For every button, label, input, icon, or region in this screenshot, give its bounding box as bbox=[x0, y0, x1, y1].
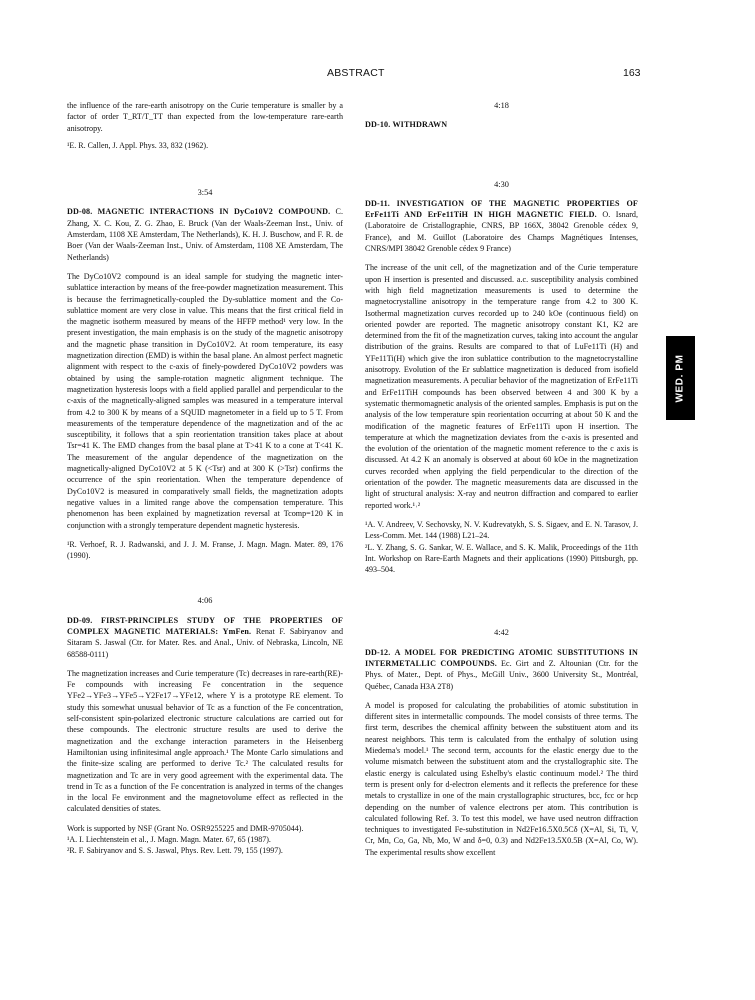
abstract-authors: C. Zhang, X. C. Kou, Z. G. Zhao, E. Bruck (Van der Waals-Zeeman Inst., Univ. of Amsterdam, 1108 XE Amsterdam, The Netherlands), K. H. J. Buschow, and F. R. de Boer (Van der Waals-Zeeman Inst., Univ. of Amsterdam, 1108 XE Amsterdam, The Netherlands) bbox=[67, 207, 343, 262]
reference: ²R. F. Sabiryanov and S. S. Jaswal, Phys. Rev. Lett. 79, 155 (1997). bbox=[67, 846, 283, 856]
section-side-tab bbox=[666, 336, 695, 420]
abstract-title: WITHDRAWN bbox=[392, 120, 448, 130]
session-time: 3:54 bbox=[197, 188, 213, 198]
abstract-id: DD-12. bbox=[365, 647, 391, 657]
reference: ¹A. I. Liechtenstein et al., J. Magn. Magn. Mater. 67, 65 (1987). bbox=[67, 835, 271, 845]
side-tab-label: WED. PM bbox=[675, 353, 686, 403]
abstract-authors: Ec. Girt and Z. Altounian (Ctr. for the Phys. of Mater., Dept. of Phys., McGill Univ., 3600 University St., Montréal, Québec, Canada H3A 2T8) bbox=[365, 658, 639, 691]
abstract-id: DD-10. bbox=[365, 120, 391, 130]
abstract-id: DD-09. bbox=[67, 615, 93, 625]
reference: ¹A. V. Andreev, V. Sechovsky, N. V. Kudrevatykh, S. S. Sigaev, and E. N. Tarasov, J. Less-Comm. Met. 144 (1988) L21–24. bbox=[365, 519, 638, 541]
reference: ¹R. Verhoef, R. J. Radwanski, and J. J. M. Franse, J. Magn. Magn. Mater. 89, 176 (1990). bbox=[67, 539, 343, 561]
session-time: 4:18 bbox=[494, 101, 509, 110]
continuation-text: the influence of the rare-earth anisotropy on the Curie temperature is smaller by a factor of order T_RT/T_TT than expected from the low-temperature rare-earth anisotropy. bbox=[67, 101, 343, 133]
acknowledgment: Work is supported by NSF (Grant No. OSR9255225 and DMR-9705044). bbox=[67, 823, 304, 833]
abstract-body: The DyCo10V2 compound is an ideal sample for studying the magnetic inter-sublattice interaction by means of the free-powder magnetization measurement. This is because the ferrimagnetically-coupled the Dy-sublattice moment and the Co-sublattice moment are very close in value. This means that the first critical field in the magnetic isotherm measured by means of the HFFP method¹ very low. In the present investigation, the main emphasis is on the study of the magnetic anisotropy and the magnetic phase transition in DyCo10V2. At room temperature, its easy magnetization direction (EMD) is within the basal plane. An almost perfect magnetic alignment with respect to the c-axis of finely-powdered DyCo10V2 powders was obtained by using the sample-rotation magnetic alignment technique. The magnetization hysteresis loops with a field applied parallel and perpendicular to the c-axis of the magnetically-aligned samples was measured in a temperature interval from 4.2 to 300 K by means of a SQUID magnetometer in a field up to 5 T. From measurements of the temperature dependence of the magnetization and of the ac susceptibility, it follows that a spin reorientation transition takes place at about Tsr=41 K. The EMD changes from the basal plane at T>41 K to a cone at T<41 K. The measurement of the angular dependence of the magnetization on the magnetically-aligned DyCo10V2 at 5 K (<Tsr) and at 300 K (>Tsr) confirms the occurrence of the spin reorientation. When the temperature dependence of DyCo10V2 is measured in comparatively small fields, the magnetization adopts negative values in a limited range above the compensation temperature. This phenomenon has been explained by magnetization reversal at Tcomp=120 K in conjunction with a strongly temperature dependent magnetic hysteresis. bbox=[67, 271, 343, 530]
left-column bbox=[67, 100, 343, 857]
session-time: 4:30 bbox=[494, 179, 509, 189]
abstract-dd-12 bbox=[365, 647, 638, 858]
abstract-title: INVESTIGATION OF THE MAGNETIC PROPERTIES OF ErFe11Ti AND ErFe11TiH IN HIGH MAGNETIC FIELD. bbox=[365, 198, 638, 220]
abstract-body: The increase of the unit cell, of the magnetization and of the Curie temperature upon H insertion is presented and discussed. a.c. susceptibility analysis combined with high field magnetization measurements is used to determine the magnetocrystalline anisotropy in the temperature range from 4.2 to 300 K. Isothermal magnetization curves recorded up to 240 kOe (continuous field) on oriented powder are reported. The magnetic anisotropy constant K1, K2 are determined from the fit of the magnetization curves, taking into account the angular distribution of the grains. Results are compared to that of LuFe11Ti (H) and YFe11Ti(H) which give the iron sublattice contribution to the magnetocrystalline anisotropy. Evolution of the Er sublattice magnetization is deduced from isofield magnetization measurements. A peculiar behavior of the magnetization of ErFe11Ti and ErFe11TiH compounds has been observed between 4 and 300 K by a systematic thermomagnetic analysis of the oriented samples. Emphasis is put on the analysis of the low temperature spin reorientation occurring at about 50 K and the modification of the magnetic features of ErFe11Ti upon H insertion. The temperature at which the magnetization deviates from the c-axis is presented and the evolution of the orientation of the magnetic moment reference to the c axis is discussed. At 4.2 K an anomaly is observed at about 60 kOe in the magnetization curves recorded when applying the field perpendicular to the direction of the orientation of the powder. The magnetic measurements data are discussed in the light of structural analysis: X-ray and neutron diffraction and compared to earlier reported work.¹˒² bbox=[365, 263, 638, 510]
abstract-body: A model is proposed for calculating the probabilities of atomic substitution in different sites in intermetallic compounds. The model consists of three terms. The first term, describes the chemical affinity between the substituent atom and its nearest neighbors. This term is calculated from the enthalpy of solution using Miedema's model.¹ The second term, accounts for the elastic energy due to the volume mismatch between the substituent atom and the crystallographic site. The elastic energy is calculated using Eshelby's elastic continuum model.² The third term is present only for d-electron elements and it reflects the preference for these metals to crystallize in one of the main crystallographic structures, bcc, fcc or hcp depending on the number of valence electrons per atom. This contribution is calculated following Ref. 3. To test this model, we have used neutron diffraction techniques to investigated Fe-substitution in Nd2Fe16.5X0.5Cδ (X=Al, Si, Ti, V, Cr, Mn, Co, Ga, Nb, Mo, W and δ=0, 0.3) and Nd2Fe13.5X0.5B (X=Al, Co, W). The experimental results show excellent bbox=[365, 700, 638, 857]
abstract-dd-11 bbox=[365, 198, 638, 576]
abstract-title: MAGNETIC INTERACTIONS IN DyCo10V2 COMPOUND. bbox=[97, 207, 331, 217]
abstract-body: The magnetization increases and Curie temperature (Tc) decreases in rare-earth(RE)-Fe compounds with increasing Fe concentration in the sequence YFe2→YFe3→YFe5→Y2Fe17→YFe12, where Y is a prototype RE element. To study this somewhat unusual behavior of Tc as a function of the Fe concentration, self-consistent spin-polarized electronic structure calculations are carried out for these compounds. The electronic structure results are used to derive the magnetization and the exchange interaction parameters in the Heisenberg Hamiltonian using infinitesimal angle approach.¹ The Monte Carlo simulations and the finite-size scaling are performed to derive Tc.² The calculated results for magnetization and Tc are in very good agreement with the experimental data. The trend in Tc as a function of the Fe concentration is analyzed in terms of the changes in the local Fe environment and the magnetovolume effect as reflected in the calculated densities of states. bbox=[67, 668, 343, 814]
abstract-authors: Renat F. Sabiryanov and Sitaram S. Jaswal (Ctr. for Mater. Res. and Anal., Univ. of Nebraska, Lincoln, NE 68588-0111) bbox=[67, 626, 343, 659]
abstract-dd-08 bbox=[67, 206, 343, 561]
running-head: ABSTRACT bbox=[327, 67, 385, 79]
reference: ²L. Y. Zhang, S. G. Sankar, W. E. Wallace, and S. K. Malik, Proceedings of the 11th Int. Workshop on Rare-Earth Magnets and their applications (1990) Pittsburgh, pp. 493–504. bbox=[365, 542, 638, 575]
session-time: 4:06 bbox=[197, 596, 213, 606]
session-time: 4:42 bbox=[494, 628, 509, 638]
abstract-title: FIRST-PRINCIPLES STUDY OF THE PROPERTIES OF COMPLEX MAGNETIC MATERIALS: YmFen. bbox=[67, 615, 343, 636]
abstract-title: A MODEL FOR PREDICTING ATOMIC SUBSTITUTIONS IN INTERMETALLIC COMPOUNDS. bbox=[365, 647, 638, 668]
abstract-authors: O. Isnard, (Laboratoire de Cristallographie, CNRS, BP 166X, 38042 Grenoble cédex 9, France), and M. Guillot (Laboratoire des Champs Magnétiques Intenses, CNRS/MPI 38042 Grenoble cédex 9 France) bbox=[365, 210, 638, 254]
abstract-id: DD-11. bbox=[365, 198, 390, 208]
right-column bbox=[365, 100, 638, 858]
reference: ¹E. R. Callen, J. Appl. Phys. 33, 832 (1962). bbox=[67, 140, 209, 150]
abstract-id: DD-08. bbox=[67, 207, 93, 217]
abstract-dd-09 bbox=[67, 615, 343, 857]
abstract-dd-10 bbox=[365, 119, 638, 130]
page-number: 163 bbox=[623, 67, 641, 79]
